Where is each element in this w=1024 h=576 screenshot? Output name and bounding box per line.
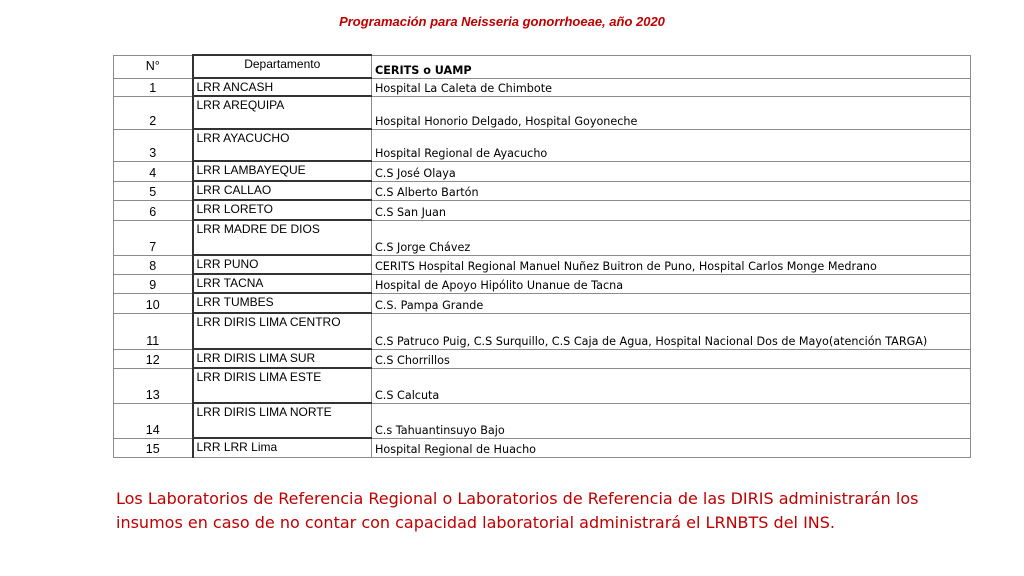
table-row [114,438,971,457]
row-departamento: LRR AREQUIPA [193,96,372,129]
header-departamento: Departamento [193,55,372,78]
row-departamento: LRR DIRIS LIMA ESTE [193,368,372,403]
row-number: 14 [114,403,193,438]
header-number: N° [114,55,193,78]
table-row [114,349,971,368]
row-departamento: LRR PUNO [193,255,372,274]
row-departamento: LRR LRR Lima [193,438,372,457]
row-cerits: C.S San Juan [372,200,971,220]
row-number: 6 [114,200,193,220]
row-departamento: LRR TUMBES [193,293,372,313]
row-number: 2 [114,96,193,129]
row-cerits: C.S José Olaya [372,161,971,181]
row-number: 12 [114,349,193,368]
table-row [114,96,971,129]
table-row [114,313,971,349]
row-departamento: LRR DIRIS LIMA NORTE [193,403,372,438]
row-number: 3 [114,129,193,161]
table-row [114,368,971,403]
row-number: 1 [114,78,193,96]
programming-table [113,54,971,458]
table-row [114,129,971,161]
row-departamento: LRR AYACUCHO [193,129,372,161]
row-number: 4 [114,161,193,181]
row-number: 5 [114,181,193,200]
row-departamento: LRR TACNA [193,274,372,293]
table-row [114,181,971,200]
row-departamento: LRR LAMBAYEQUE [193,161,372,181]
table-row [114,220,971,255]
row-cerits: Hospital Honorio Delgado, Hospital Goyoneche [372,96,971,129]
row-departamento: LRR MADRE DE DIOS [193,220,372,255]
table-row [114,78,971,96]
row-departamento: LRR DIRIS LIMA SUR [193,349,372,368]
row-number: 15 [114,438,193,457]
table-row [114,200,971,220]
header-cerits: CERITS o UAMP [372,55,971,78]
table-row [114,161,971,181]
row-number: 10 [114,293,193,313]
row-departamento: LRR ANCASH [193,78,372,96]
row-cerits: CERITS Hospital Regional Manuel Nuñez Buitron de Puno, Hospital Carlos Monge Medrano [372,255,971,274]
row-departamento: LRR LORETO [193,200,372,220]
row-cerits: C.S Calcuta [372,368,971,403]
slide-title: Programación para Neisseria gonorrhoeae, año 2020 [339,14,665,29]
table-row [114,403,971,438]
row-cerits: C.S Chorrillos [372,349,971,368]
row-cerits: C.S. Pampa Grande [372,293,971,313]
row-cerits: Hospital Regional de Ayacucho [372,129,971,161]
table-header-row [114,55,971,78]
row-number: 8 [114,255,193,274]
row-cerits: C.S Alberto Bartón [372,181,971,200]
table-row [114,293,971,313]
row-cerits: C.S Patruco Puig, C.S Surquillo, C.S Caja de Agua, Hospital Nacional Dos de Mayo(atención TARGA) [372,313,971,349]
row-departamento: LRR DIRIS LIMA CENTRO [193,313,372,349]
row-cerits: C.s Tahuantinsuyo Bajo [372,403,971,438]
row-number: 7 [114,220,193,255]
row-cerits: Hospital La Caleta de Chimbote [372,78,971,96]
row-cerits: Hospital de Apoyo Hipólito Unanue de Tacna [372,274,971,293]
row-number: 13 [114,368,193,403]
table-row [114,274,971,293]
table-row [114,255,971,274]
row-departamento: LRR CALLAO [193,181,372,200]
row-cerits: Hospital Regional de Huacho [372,438,971,457]
footer-note: Los Laboratorios de Referencia Regional o Laboratorios de Referencia de las DIRIS administrarán los insumos en caso de no contar con capacidad laboratorial administrará el LRNBTS del INS. [116,489,919,532]
row-number: 11 [114,313,193,349]
row-number: 9 [114,274,193,293]
row-cerits: C.S Jorge Chávez [372,220,971,255]
